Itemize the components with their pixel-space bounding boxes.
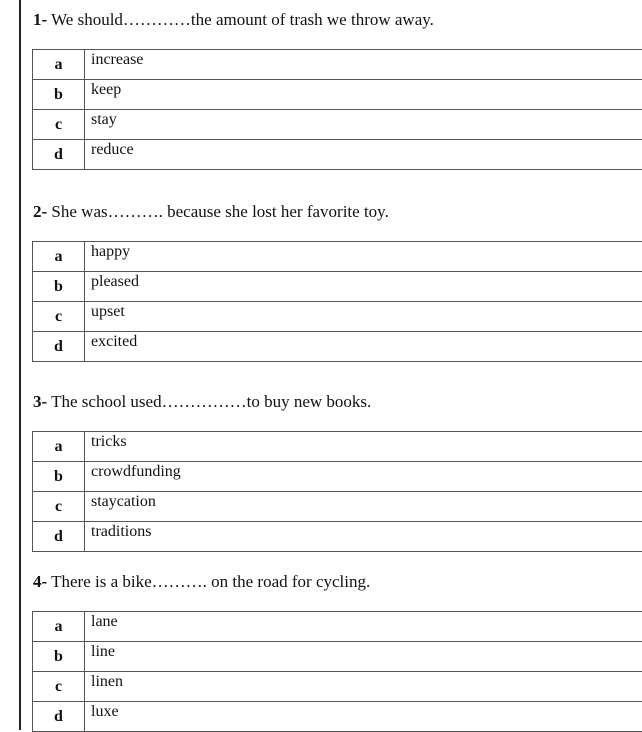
option-text: lane [85,612,642,642]
options-table-3 [32,431,642,552]
option-row[interactable] [33,332,642,362]
option-text: traditions [85,522,642,552]
option-row[interactable] [33,242,642,272]
question-2 [33,202,389,222]
option-row[interactable] [33,702,642,732]
option-text: linen [85,672,642,702]
option-row[interactable] [33,432,642,462]
option-row[interactable] [33,492,642,522]
option-text: reduce [85,140,642,170]
option-letter: a [33,432,85,462]
option-letter: a [33,242,85,272]
question-1 [33,10,434,30]
question-number: 3- [33,392,47,411]
option-letter: d [33,522,85,552]
option-row[interactable] [33,522,642,552]
question-number: 1- [33,10,47,29]
options-table-1 [32,49,642,170]
option-row[interactable] [33,80,642,110]
options-table-4 [32,611,642,732]
option-letter: d [33,702,85,732]
question-text: She was………. because she lost her favorite toy. [47,202,389,221]
question-3 [33,392,371,412]
option-text: tricks [85,432,642,462]
option-text: crowdfunding [85,462,642,492]
option-row[interactable] [33,462,642,492]
question-text: The school used……………to buy new books. [47,392,371,411]
option-text: pleased [85,272,642,302]
option-text: excited [85,332,642,362]
page-left-border [19,0,21,730]
option-letter: a [33,50,85,80]
option-row[interactable] [33,50,642,80]
option-text: luxe [85,702,642,732]
option-letter: d [33,332,85,362]
option-row[interactable] [33,302,642,332]
option-letter: b [33,80,85,110]
option-text: staycation [85,492,642,522]
options-table-2 [32,241,642,362]
option-text: line [85,642,642,672]
question-number: 2- [33,202,47,221]
option-text: stay [85,110,642,140]
option-row[interactable] [33,110,642,140]
option-text: happy [85,242,642,272]
question-4 [33,572,370,592]
option-row[interactable] [33,272,642,302]
option-text: upset [85,302,642,332]
option-row[interactable] [33,140,642,170]
option-letter: b [33,642,85,672]
option-letter: b [33,272,85,302]
option-row[interactable] [33,672,642,702]
option-row[interactable] [33,612,642,642]
option-text: increase [85,50,642,80]
option-text: keep [85,80,642,110]
option-letter: c [33,672,85,702]
question-text: There is a bike………. on the road for cycling. [47,572,370,591]
option-letter: d [33,140,85,170]
question-text: We should…………the amount of trash we throw away. [47,10,434,29]
option-letter: c [33,492,85,522]
option-letter: a [33,612,85,642]
option-letter: c [33,110,85,140]
option-row[interactable] [33,642,642,672]
question-number: 4- [33,572,47,591]
option-letter: c [33,302,85,332]
option-letter: b [33,462,85,492]
